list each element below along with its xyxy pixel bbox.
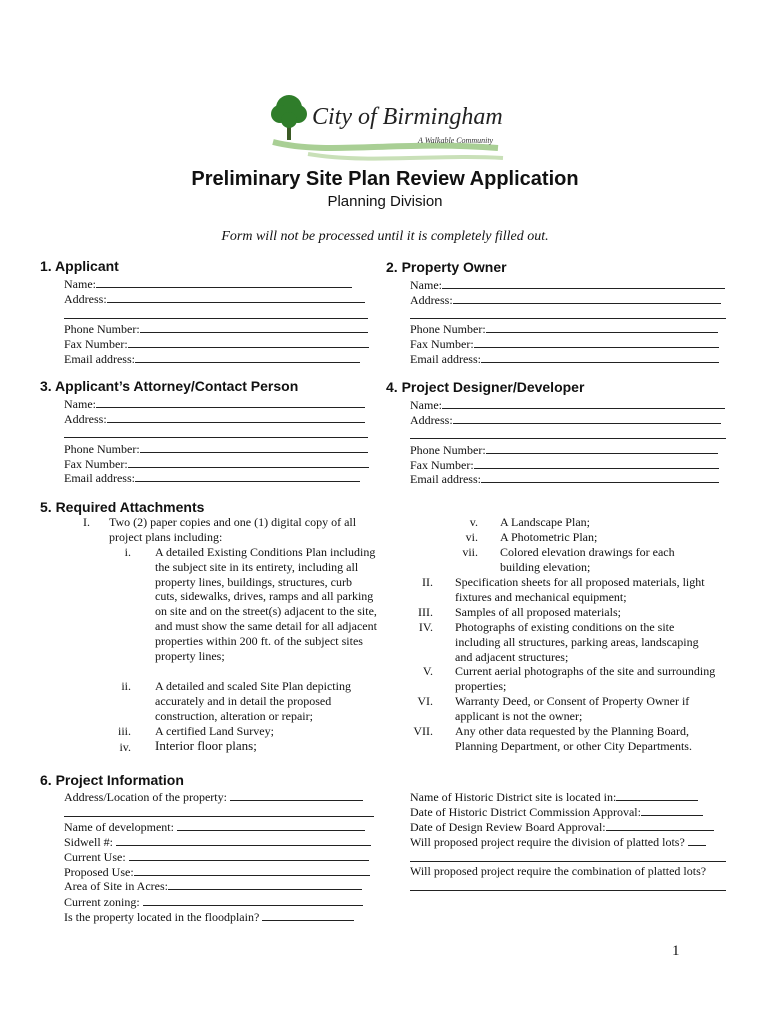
label: Name of Historic District site is located in: bbox=[410, 790, 617, 804]
list-marker: iii. bbox=[117, 724, 131, 738]
list-item: Current aerial photographs of the site and surrounding properties; bbox=[455, 664, 716, 693]
designer-email-field[interactable] bbox=[410, 471, 719, 487]
list-item: Samples of all proposed materials; bbox=[455, 605, 621, 619]
applicant-address-line2[interactable] bbox=[64, 318, 368, 319]
designer-phone-field[interactable] bbox=[410, 442, 718, 458]
label: Fax Number: bbox=[410, 458, 474, 472]
list-item: A certified Land Survey; bbox=[155, 724, 274, 738]
label: Is the property located in the floodplain? bbox=[64, 910, 260, 924]
applicant-heading: 1. Applicant bbox=[40, 258, 119, 274]
list-marker: v. bbox=[469, 515, 478, 529]
site-area-field[interactable] bbox=[64, 878, 362, 894]
label: Name: bbox=[410, 278, 442, 292]
applicant-name-field[interactable] bbox=[64, 276, 352, 292]
owner-name-field[interactable] bbox=[410, 277, 725, 293]
list-item: Warranty Deed, or Consent of Property Owner if applicant is not the owner; bbox=[455, 694, 690, 723]
label: Fax Number: bbox=[64, 337, 128, 351]
label: Date of Historic District Commission Approval: bbox=[410, 805, 641, 819]
property-address-field[interactable] bbox=[64, 789, 363, 805]
list-marker: vii. bbox=[462, 545, 478, 559]
applicant-phone-field[interactable] bbox=[64, 321, 368, 337]
list-item: Any other data requested by the Planning Board, Planning Department, or other City Departments. bbox=[455, 724, 692, 753]
list-marker: vi. bbox=[465, 530, 478, 544]
label: Address: bbox=[410, 293, 453, 307]
city-logo bbox=[268, 90, 508, 170]
list-item: A detailed and scaled Site Plan depicting accurately and in detail the proposed construction, alteration or repair; bbox=[155, 679, 351, 723]
property-address-line2[interactable] bbox=[64, 816, 374, 817]
designer-name-field[interactable] bbox=[410, 397, 725, 413]
list-marker: I. bbox=[83, 515, 90, 529]
list-item: Photographs of existing conditions on the site including all structures, parking areas, landscaping and adjacent structures; bbox=[455, 620, 699, 664]
owner-address-field[interactable] bbox=[410, 292, 721, 308]
label: Proposed Use: bbox=[64, 865, 134, 879]
label: Phone Number: bbox=[64, 442, 140, 456]
logo-text: City of Birmingham bbox=[312, 104, 503, 130]
page-subtitle: Planning Division bbox=[327, 193, 443, 210]
label: Current zoning: bbox=[64, 895, 140, 909]
label: Phone Number: bbox=[64, 322, 140, 336]
label: Address: bbox=[410, 413, 453, 427]
label: Email address: bbox=[410, 352, 481, 366]
attorney-address-field[interactable] bbox=[64, 411, 365, 427]
label: Date of Design Review Board Approval: bbox=[410, 820, 606, 834]
list-item: Colored elevation drawings for each building elevation; bbox=[500, 545, 675, 574]
list-item: Specification sheets for all proposed materials, light fixtures and mechanical equipment; bbox=[455, 575, 705, 604]
designer-heading: 4. Project Designer/Developer bbox=[386, 379, 585, 395]
property-owner-heading: 2. Property Owner bbox=[386, 259, 507, 275]
lot-division-line2[interactable] bbox=[410, 861, 726, 862]
label: Fax Number: bbox=[410, 337, 474, 351]
lot-division-field[interactable] bbox=[410, 834, 706, 850]
label: Address/Location of the property: bbox=[64, 790, 227, 804]
label: Name: bbox=[410, 398, 442, 412]
attorney-phone-field[interactable] bbox=[64, 441, 368, 457]
historic-district-field[interactable] bbox=[410, 789, 698, 805]
attorney-address-line2[interactable] bbox=[64, 437, 368, 438]
list-marker: V. bbox=[422, 664, 433, 678]
list-item: A Photometric Plan; bbox=[500, 530, 598, 544]
list-marker: II. bbox=[422, 575, 433, 589]
label: Sidwell #: bbox=[64, 835, 114, 849]
label: Name of development: bbox=[64, 820, 174, 834]
floodplain-field[interactable] bbox=[64, 909, 354, 925]
label: Area of Site in Acres: bbox=[64, 879, 168, 893]
label: Fax Number: bbox=[64, 457, 128, 471]
lot-combination-field[interactable] bbox=[410, 864, 706, 879]
label: Current Use: bbox=[64, 850, 126, 864]
page-number: 1 bbox=[672, 943, 680, 959]
attorney-name-field[interactable] bbox=[64, 396, 365, 412]
designer-address-field[interactable] bbox=[410, 412, 721, 428]
list-item: Two (2) paper copies and one (1) digital copy of all project plans including: bbox=[109, 515, 357, 544]
label: Name: bbox=[64, 397, 96, 411]
label: Email address: bbox=[410, 472, 481, 486]
project-info-heading: 6. Project Information bbox=[40, 772, 184, 788]
owner-email-field[interactable] bbox=[410, 351, 719, 367]
label: Address: bbox=[64, 292, 107, 306]
applicant-fax-field[interactable] bbox=[64, 336, 369, 352]
list-marker: i. bbox=[124, 545, 131, 559]
owner-fax-field[interactable] bbox=[410, 336, 719, 352]
owner-phone-field[interactable] bbox=[410, 321, 718, 337]
label: Will proposed project require the division of platted lots? bbox=[410, 835, 685, 849]
list-marker: ii. bbox=[121, 679, 131, 693]
attorney-heading: 3. Applicant’s Attorney/Contact Person bbox=[40, 378, 299, 394]
design-review-date-field[interactable] bbox=[410, 819, 714, 835]
list-item: Interior floor plans; bbox=[155, 738, 257, 753]
form-notice: Form will not be processed until it is completely filled out. bbox=[221, 229, 549, 244]
sidwell-field[interactable] bbox=[64, 834, 371, 850]
list-marker: VII. bbox=[413, 724, 433, 738]
label: Email address: bbox=[64, 471, 135, 485]
label: Phone Number: bbox=[410, 322, 486, 336]
list-marker: III. bbox=[418, 605, 433, 619]
attachments-heading: 5. Required Attachments bbox=[40, 499, 205, 515]
list-marker: VI. bbox=[417, 694, 433, 708]
label: Email address: bbox=[64, 352, 135, 366]
label: Address: bbox=[64, 412, 107, 426]
designer-address-line2[interactable] bbox=[410, 438, 726, 439]
lot-combination-line2[interactable] bbox=[410, 890, 726, 891]
list-item: A detailed Existing Conditions Plan including the subject site in its entirety, including all property lines, buildings, structures, curb cuts, sidewalks, drives, ramps and all parking on site and on the street(s) adjacent to the site, and must show the same detail for all adjacent properties within 200 ft. of the subject sites property lines; bbox=[155, 545, 377, 663]
development-name-field[interactable] bbox=[64, 819, 365, 835]
list-marker: IV. bbox=[418, 620, 433, 634]
list-marker: iv. bbox=[119, 740, 131, 754]
logo-tagline: A Walkable Community bbox=[418, 136, 494, 145]
current-use-field[interactable] bbox=[64, 849, 369, 865]
historic-approval-date-field[interactable] bbox=[410, 804, 703, 820]
label: Will proposed project require the combination of platted lots? bbox=[410, 864, 707, 878]
list-item: A Landscape Plan; bbox=[500, 515, 590, 529]
label: Phone Number: bbox=[410, 443, 486, 457]
label: Name: bbox=[64, 277, 96, 291]
applicant-email-field[interactable] bbox=[64, 351, 360, 367]
applicant-address-field[interactable] bbox=[64, 291, 365, 307]
page-title: Preliminary Site Plan Review Application bbox=[191, 168, 579, 190]
attorney-email-field[interactable] bbox=[64, 470, 360, 486]
current-zoning-field[interactable] bbox=[64, 894, 363, 910]
owner-address-line2[interactable] bbox=[410, 318, 726, 319]
